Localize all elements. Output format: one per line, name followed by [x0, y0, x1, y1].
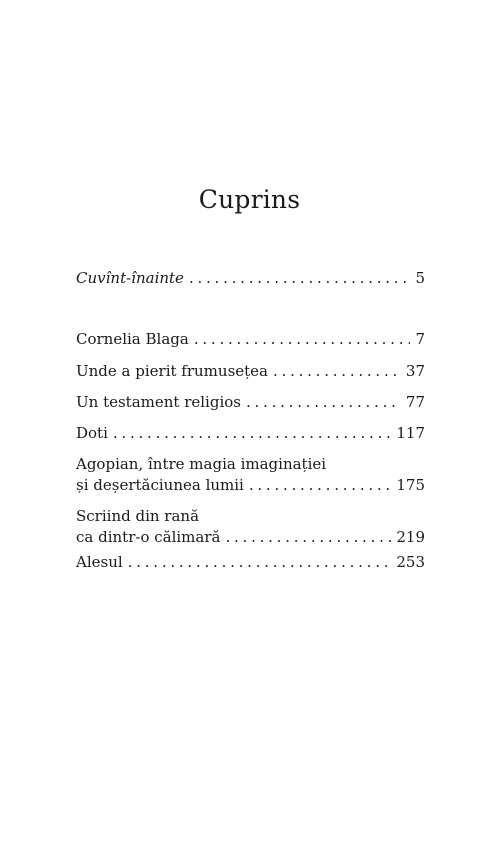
toc-entry-page: 219 — [396, 528, 425, 546]
toc-entry-scriind — [76, 506, 425, 548]
dot-leader — [273, 361, 401, 382]
toc-entry-page: 37 — [405, 362, 425, 380]
toc-entry-page: 77 — [405, 393, 425, 411]
toc-entry-page: 5 — [415, 269, 425, 287]
dot-leader — [113, 423, 391, 444]
toc-entry-title: Unde a pierit frumusețea — [76, 362, 268, 380]
toc-entry-title: Cuvînt-înainte — [76, 269, 184, 287]
toc-entry-foreword — [76, 268, 425, 289]
toc-entry-page: 253 — [396, 553, 425, 571]
dot-leader — [189, 268, 411, 289]
dot-leader — [128, 552, 392, 573]
toc-entry-page: 7 — [415, 330, 425, 348]
toc-entry-page: 117 — [396, 424, 425, 442]
dot-leader — [194, 329, 411, 350]
toc-entry-title: Cornelia Blaga — [76, 330, 189, 348]
toc-entry-title-line1: Scriind din rană — [76, 507, 200, 525]
toc-entry-agopian — [76, 454, 425, 496]
dot-leader — [249, 475, 392, 496]
toc-entry-testament — [76, 392, 425, 413]
toc-entry-doti — [76, 423, 425, 444]
toc-entry-title: Alesul — [76, 553, 123, 571]
toc-entry-title-line2: ca dintr-o călimară — [76, 528, 221, 546]
page-title: Cuprins — [198, 185, 301, 214]
dot-leader — [225, 527, 391, 548]
toc-entry-title: Doti — [76, 424, 108, 442]
toc-entry-title-line2: și deșertăciunea lumii — [76, 476, 244, 494]
toc-entry-unde-a-pierit — [76, 361, 425, 382]
toc-entry-title-line1: Agopian, între magia imaginației — [76, 455, 327, 473]
dot-leader — [246, 392, 401, 413]
toc-entry-alesul — [76, 552, 425, 573]
toc-entry-title: Un testament religios — [76, 393, 241, 411]
toc-entry-cornelia-blaga — [76, 329, 425, 350]
toc-entry-page: 175 — [396, 476, 425, 494]
